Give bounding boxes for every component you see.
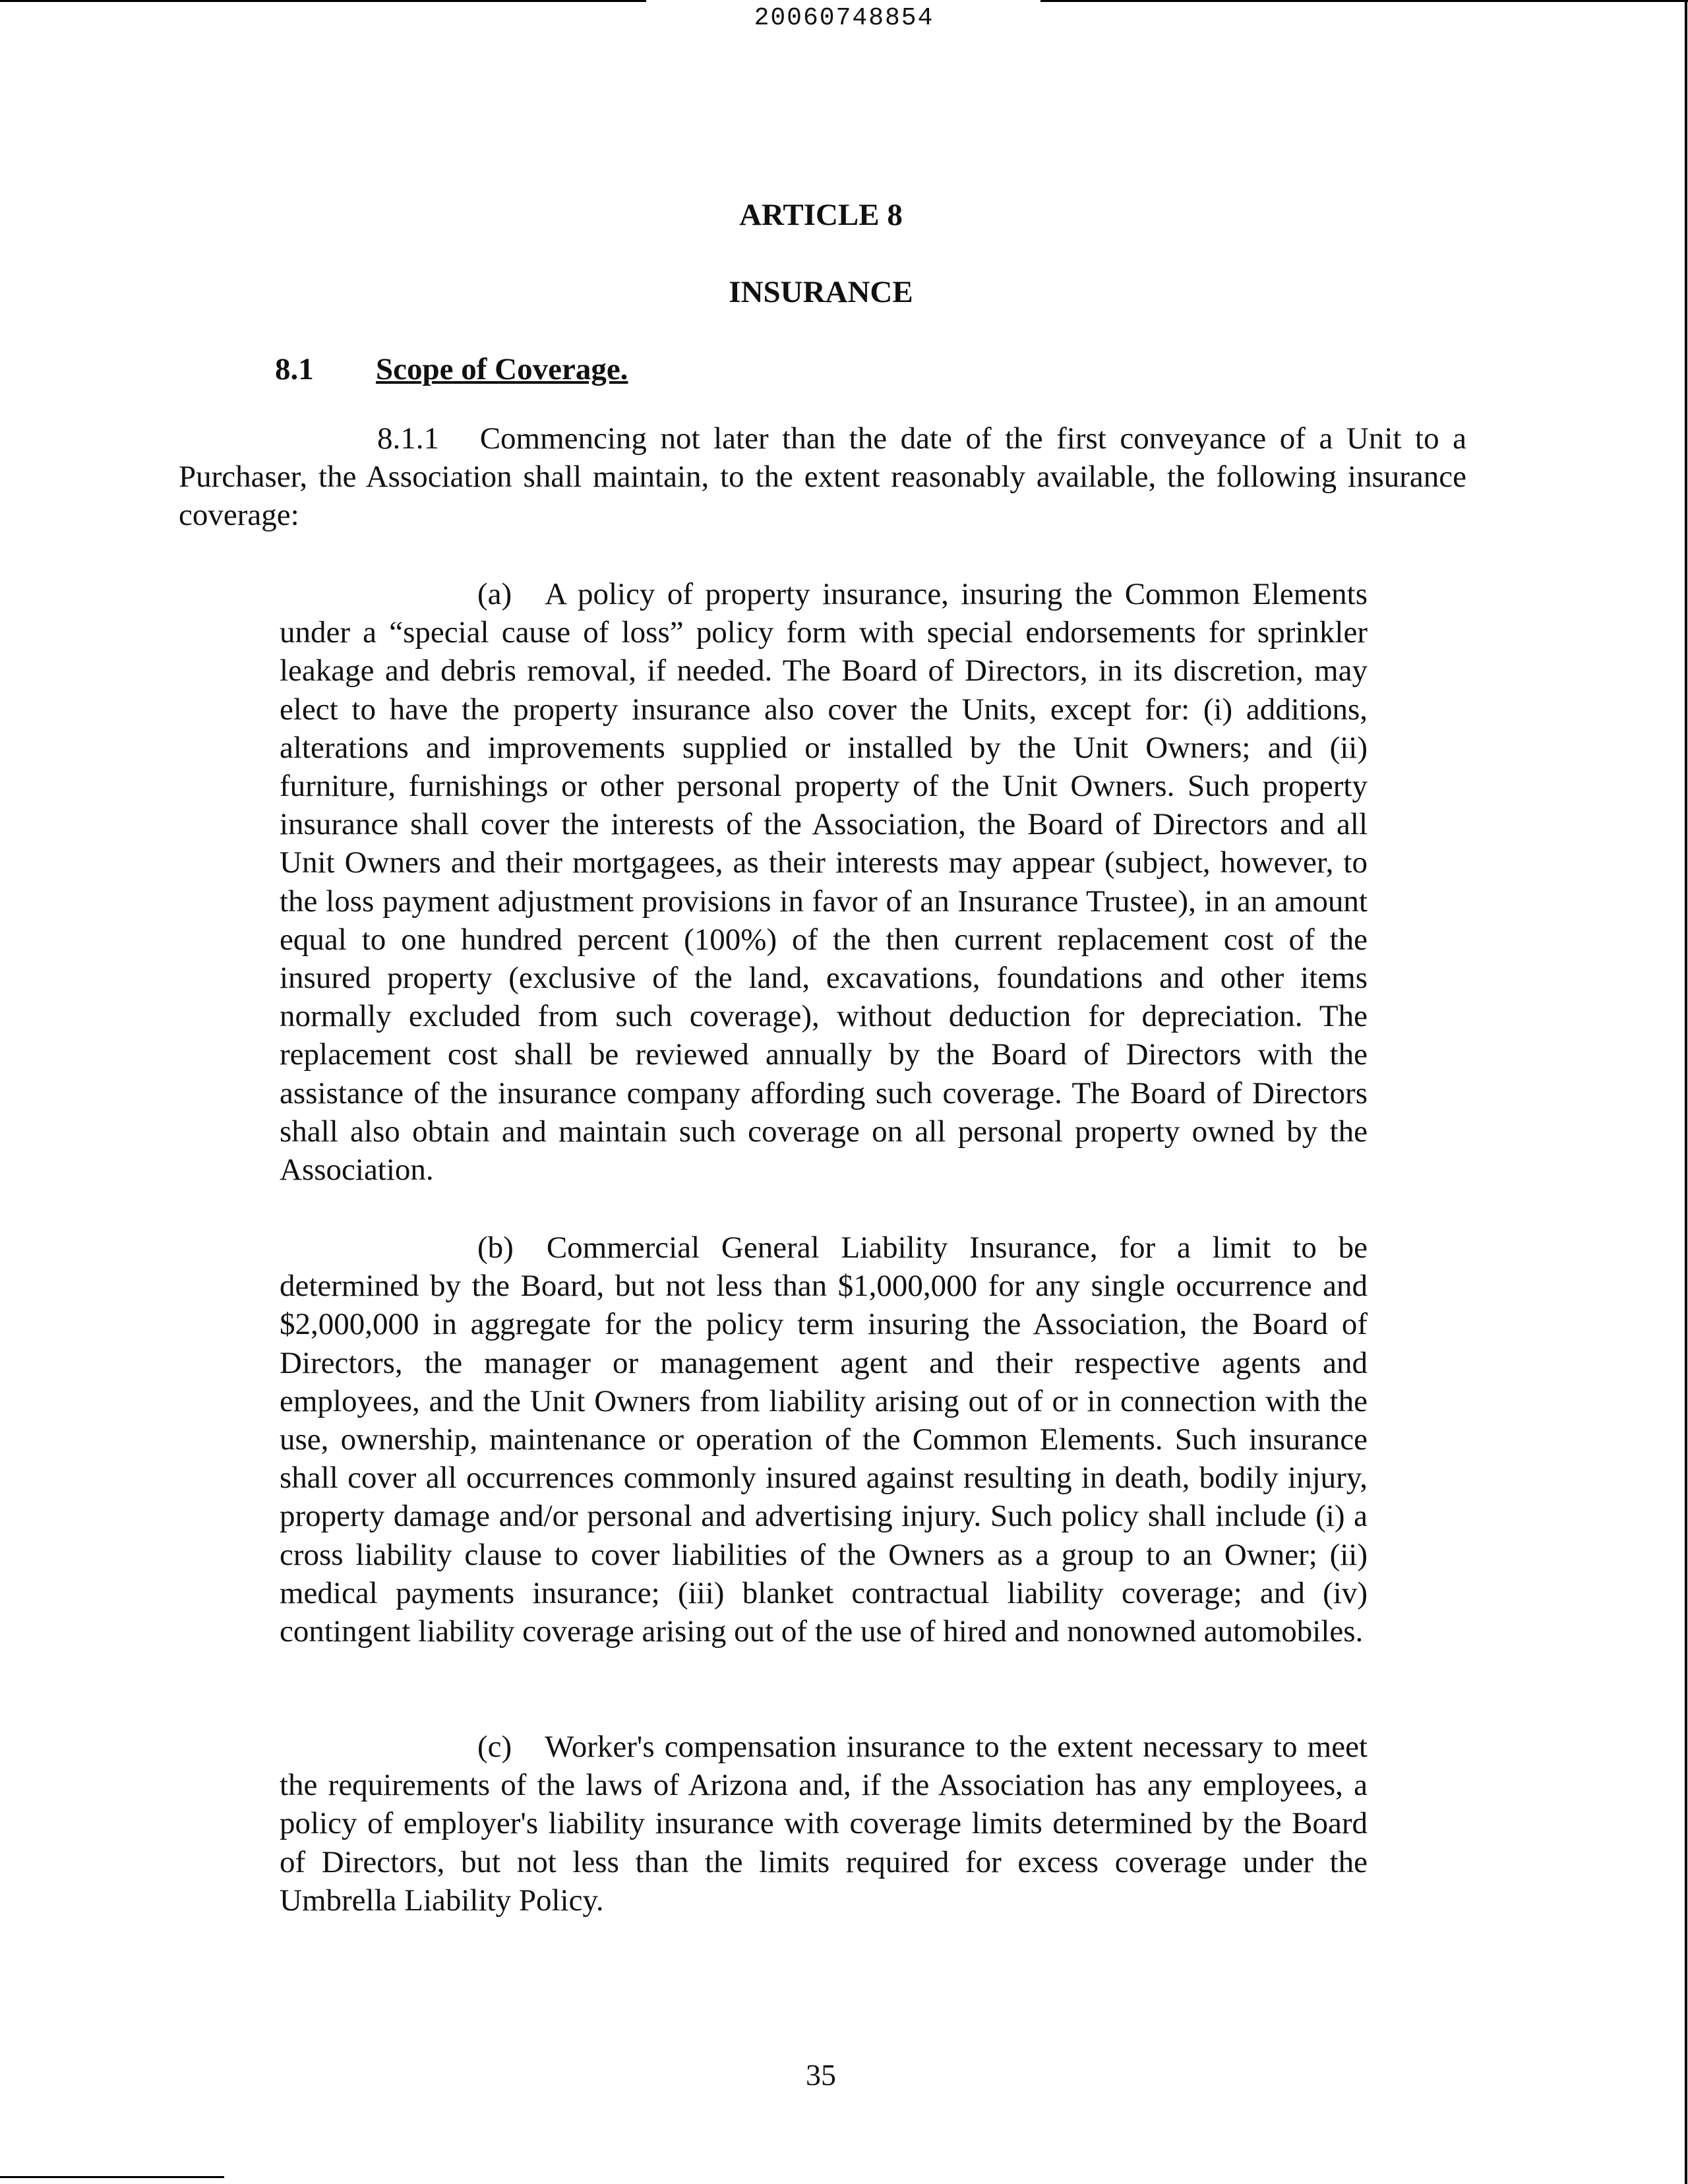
paragraph-a-text: A policy of property insurance, insuring the Common Elements under a “special cause of loss” policy form with special endorsements for sprinkler leakage and debris removal, if needed. The Board of Directors, in its discretion, may elect to have the property insurance also cover the Units, except for: (i) additions, alterations and improvements supplied or installed by the Unit Owners; and (ii) furniture, furnishings or other personal property of the Unit Owners. Such property insurance shall cover the interests of the Association, the Board of Directors and all Unit Owners and their mortgagees, as their interests may appear (subject, however, to the loss payment adjustment provisions in favor of an Insurance Trustee), in an amount equal to one hundred percent (100%) of the then current replacement cost of the insured property (exclusive of the land, excavations, foundations and other items normally excluded from such coverage), without deduction for depreciation. The replacement cost shall be reviewed annually by the Board of Directors with the assistance of the insurance company affording such coverage. The Board of Directors shall also obtain and maintain such coverage on all personal property owned by the Association. xyxy=(280,577,1368,1188)
paragraph-c-label: (c) xyxy=(477,1730,512,1764)
right-edge-rule xyxy=(1685,0,1687,2184)
section-number: 8.1 xyxy=(275,352,314,386)
document-number: 20060748854 xyxy=(754,4,934,32)
paragraph-c xyxy=(280,1728,1368,1920)
bottom-left-rule xyxy=(0,2176,224,2178)
paragraph-a-label: (a) xyxy=(477,577,512,611)
paragraph-8-1-1-text: Commencing not later than the date of the first conveyance of a Unit to a Purchaser, the Association shall maintain, to the extent reasonably available, the following insurance coverage: xyxy=(179,421,1467,533)
paragraph-b xyxy=(280,1228,1368,1651)
top-left-rule xyxy=(0,0,646,2)
paragraph-c-text: Worker's compensation insurance to the extent necessary to meet the requirements of the laws of Arizona and, if the Association has any employees, a policy of employer's liability insurance with coverage limits determined by the Board of Directors, but not less than the limits required for excess coverage under the Umbrella Liability Policy. xyxy=(280,1730,1368,1918)
article-number: ARTICLE 8 xyxy=(739,198,903,232)
paragraph-a xyxy=(280,575,1368,1189)
article-title: INSURANCE xyxy=(729,275,913,309)
top-right-rule xyxy=(1040,0,1688,2)
paragraph-b-label: (b) xyxy=(477,1230,514,1265)
section-title: Scope of Coverage. xyxy=(376,352,628,386)
page-number: 35 xyxy=(806,2058,836,2092)
paragraph-b-text: Commercial General Liability Insurance, for a limit to be determined by the Board, but not less than $1,000,000 for any single occurrence and $2,000,000 in aggregate for the policy term insuring the Association, the Board of Directors, the manager or management agent and their respective agents and employees, and the Unit Owners from liability arising out of or in connection with the use, ownership, maintenance or operation of the Common Elements. Such insurance shall cover all occurrences commonly insured against resulting in death, bodily injury, property damage and/or personal and advertising injury. Such policy shall include (i) a cross liability clause to cover liabilities of the Owners as a group to an Owner; (ii) medical payments insurance; (iii) blanket contractual liability coverage; and (iv) contingent liability coverage arising out of the use of hired and nonowned automobiles. xyxy=(280,1230,1368,1649)
paragraph-8-1-1 xyxy=(179,419,1466,535)
paragraph-8-1-1-label: 8.1.1 xyxy=(377,421,439,456)
